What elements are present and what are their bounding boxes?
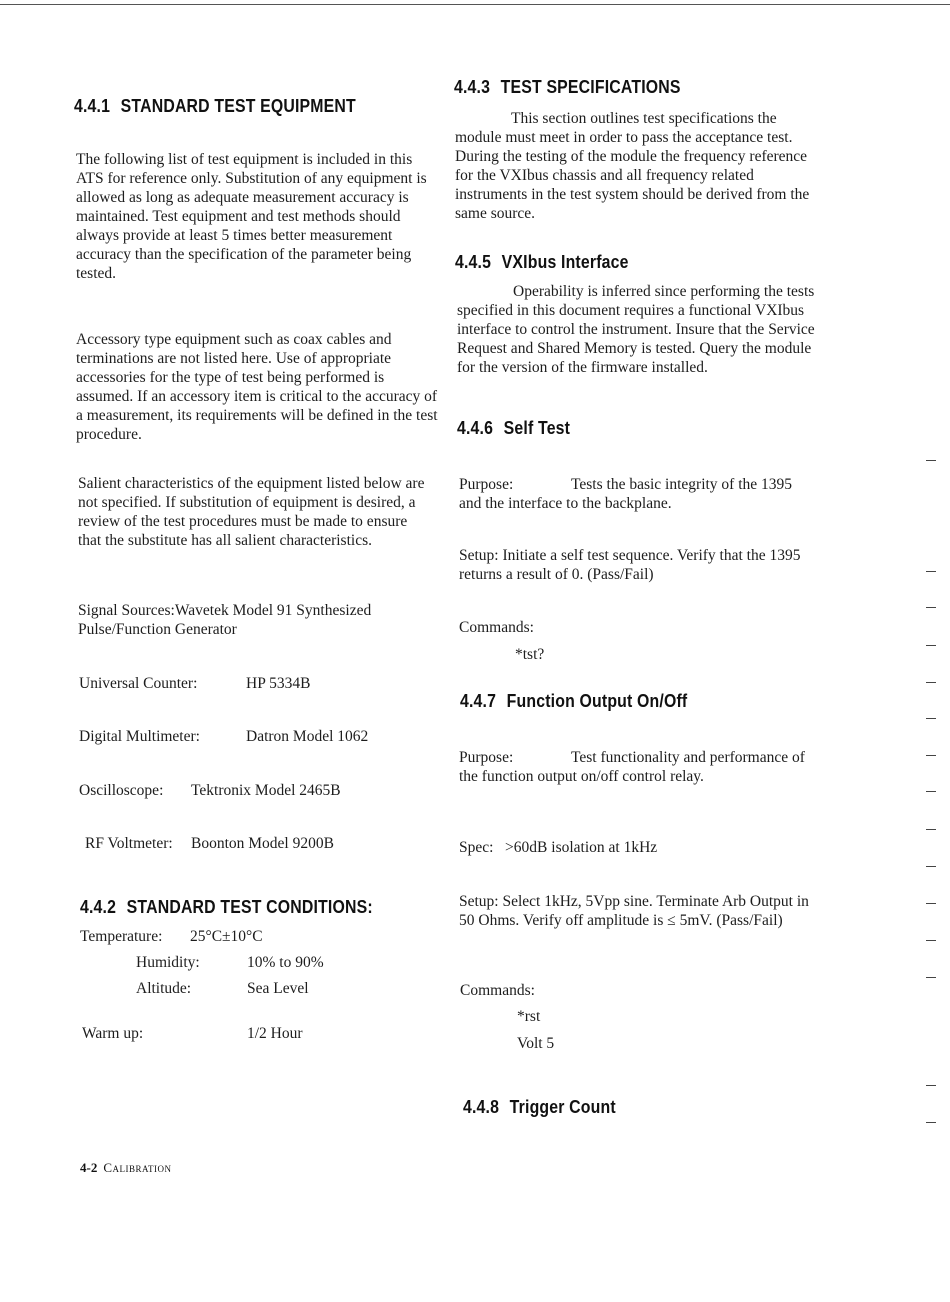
equipment-value: Boonton Model 9200B [191,835,334,852]
commands-label: Commands: [459,619,534,636]
paragraph-vxibus: Operability is inferred since performing the tests specified in this document requires a functional VXIbus interface to control the instrument. Insure that the Service Request and Shared Memory is tested. Query the module for the version of the firmware installed. [457,283,815,376]
page-footer [80,1160,172,1176]
section-heading-4-4-7 [460,691,687,712]
section-number: 4.4.1 [74,96,111,116]
footer-section: Calibration [103,1160,172,1175]
section-number: 4.4.3 [454,77,491,97]
margin-mark [926,977,936,978]
section-number: 4.4.6 [457,418,494,438]
condition-value: 10% to 90% [247,954,324,971]
setup-text: Setup: Select 1kHz, 5Vpp sine. Terminate Arb Output in 50 Ohms. Verify off amplitude is ≤ 5mV. (Pass/Fail) [459,893,809,929]
command-line: *rst [517,1008,541,1025]
condition-label: Altitude: [136,980,192,997]
section-heading-4-4-6 [457,418,570,439]
spec-text: Spec: >60dB isolation at 1kHz [459,839,658,856]
margin-mark [926,460,936,461]
margin-mark [926,903,936,904]
section-number: 4.4.7 [460,691,497,711]
margin-mark [926,1085,936,1086]
section-heading-4-4-5 [455,252,629,273]
top-rule [0,4,950,5]
condition-value: Sea Level [247,980,309,997]
margin-mark [926,940,936,941]
equipment-label: Oscilloscope: [79,782,164,799]
purpose-label: Purpose: [459,749,514,766]
condition-label: Warm up: [82,1025,144,1042]
section-title: Trigger Count [509,1097,616,1117]
section-title: STANDARD TEST CONDITIONS: [126,897,373,917]
condition-label: Temperature: [80,928,163,945]
section-heading-4-4-1 [74,96,356,117]
purpose-text: Test functionality and performance of the function output on/off control relay. [459,749,805,785]
section-title: Function Output On/Off [506,691,688,711]
section-heading-4-4-8 [463,1097,616,1118]
command-line: *tst? [515,646,545,663]
equipment-label: Universal Counter: [79,675,198,692]
margin-mark [926,718,936,719]
section-number: 4.4.2 [80,897,117,917]
equipment-label: Digital Multimeter: [79,728,200,745]
section-heading-4-4-2 [80,897,373,918]
condition-value: 1/2 Hour [247,1025,303,1042]
margin-mark [926,1122,936,1123]
section-heading-4-4-3 [454,77,681,98]
purpose-text: Tests the basic integrity of the 1395 and the interface to the backplane. [459,476,793,512]
margin-mark [926,571,936,572]
margin-mark [926,607,936,608]
signal-sources: Signal Sources:Wavetek Model 91 Synthesized Pulse/Function Generator [78,602,372,638]
section-title: TEST SPECIFICATIONS [500,77,681,97]
paragraph-accessories: Accessory type equipment such as coax cables and terminations are not listed here. Use of appropriate accessories for the type of test being performed is assumed. If an accessory item is critical to the accuracy of a measurement, its requirements will be defined in the test procedure. [76,331,438,443]
paragraph-equipment-intro: The following list of test equipment is included in this ATS for reference only. Substitution of any equipment is allowed as long as adequate measurement accuracy is maintained. Test equipment and test methods should always provide at least 5 times better measurement accuracy than the specification of the parameter being tested. [76,151,427,282]
paragraph-salient: Salient characteristics of the equipment listed below are not specified. If substitution of equipment is desired, a review of the test procedures must be made to ensure that the substitute has all salient characteristics. [78,475,425,549]
section-title: VXIbus Interface [501,252,629,272]
equipment-value: Datron Model 1062 [246,728,369,745]
section-number: 4.4.8 [463,1097,500,1117]
margin-mark [926,791,936,792]
equipment-label: RF Voltmeter: [85,835,173,852]
condition-value: 25°C±10°C [190,928,263,945]
section-number: 4.4.5 [455,252,492,272]
purpose-label: Purpose: [459,476,514,493]
commands-label: Commands: [460,982,535,999]
paragraph-test-specifications: This section outlines test specifications the module must meet in order to pass the acceptance test. During the testing of the module the frequency reference for the VXIbus chassis and all frequency related instruments in the test system should be derived from the same source. [455,110,810,222]
margin-mark [926,829,936,830]
command-line: Volt 5 [517,1035,555,1052]
setup-text: Setup: Initiate a self test sequence. Verify that the 1395 returns a result of 0. (Pass/Fail) [459,547,801,583]
margin-mark [926,682,936,683]
margin-mark [926,866,936,867]
equipment-value: HP 5334B [246,675,311,692]
margin-mark [926,645,936,646]
equipment-value: Tektronix Model 2465B [191,782,341,799]
section-title: STANDARD TEST EQUIPMENT [120,96,356,116]
page-number: 4-2 [80,1160,98,1175]
section-title: Self Test [503,418,571,438]
condition-label: Humidity: [136,954,200,971]
margin-mark [926,755,936,756]
